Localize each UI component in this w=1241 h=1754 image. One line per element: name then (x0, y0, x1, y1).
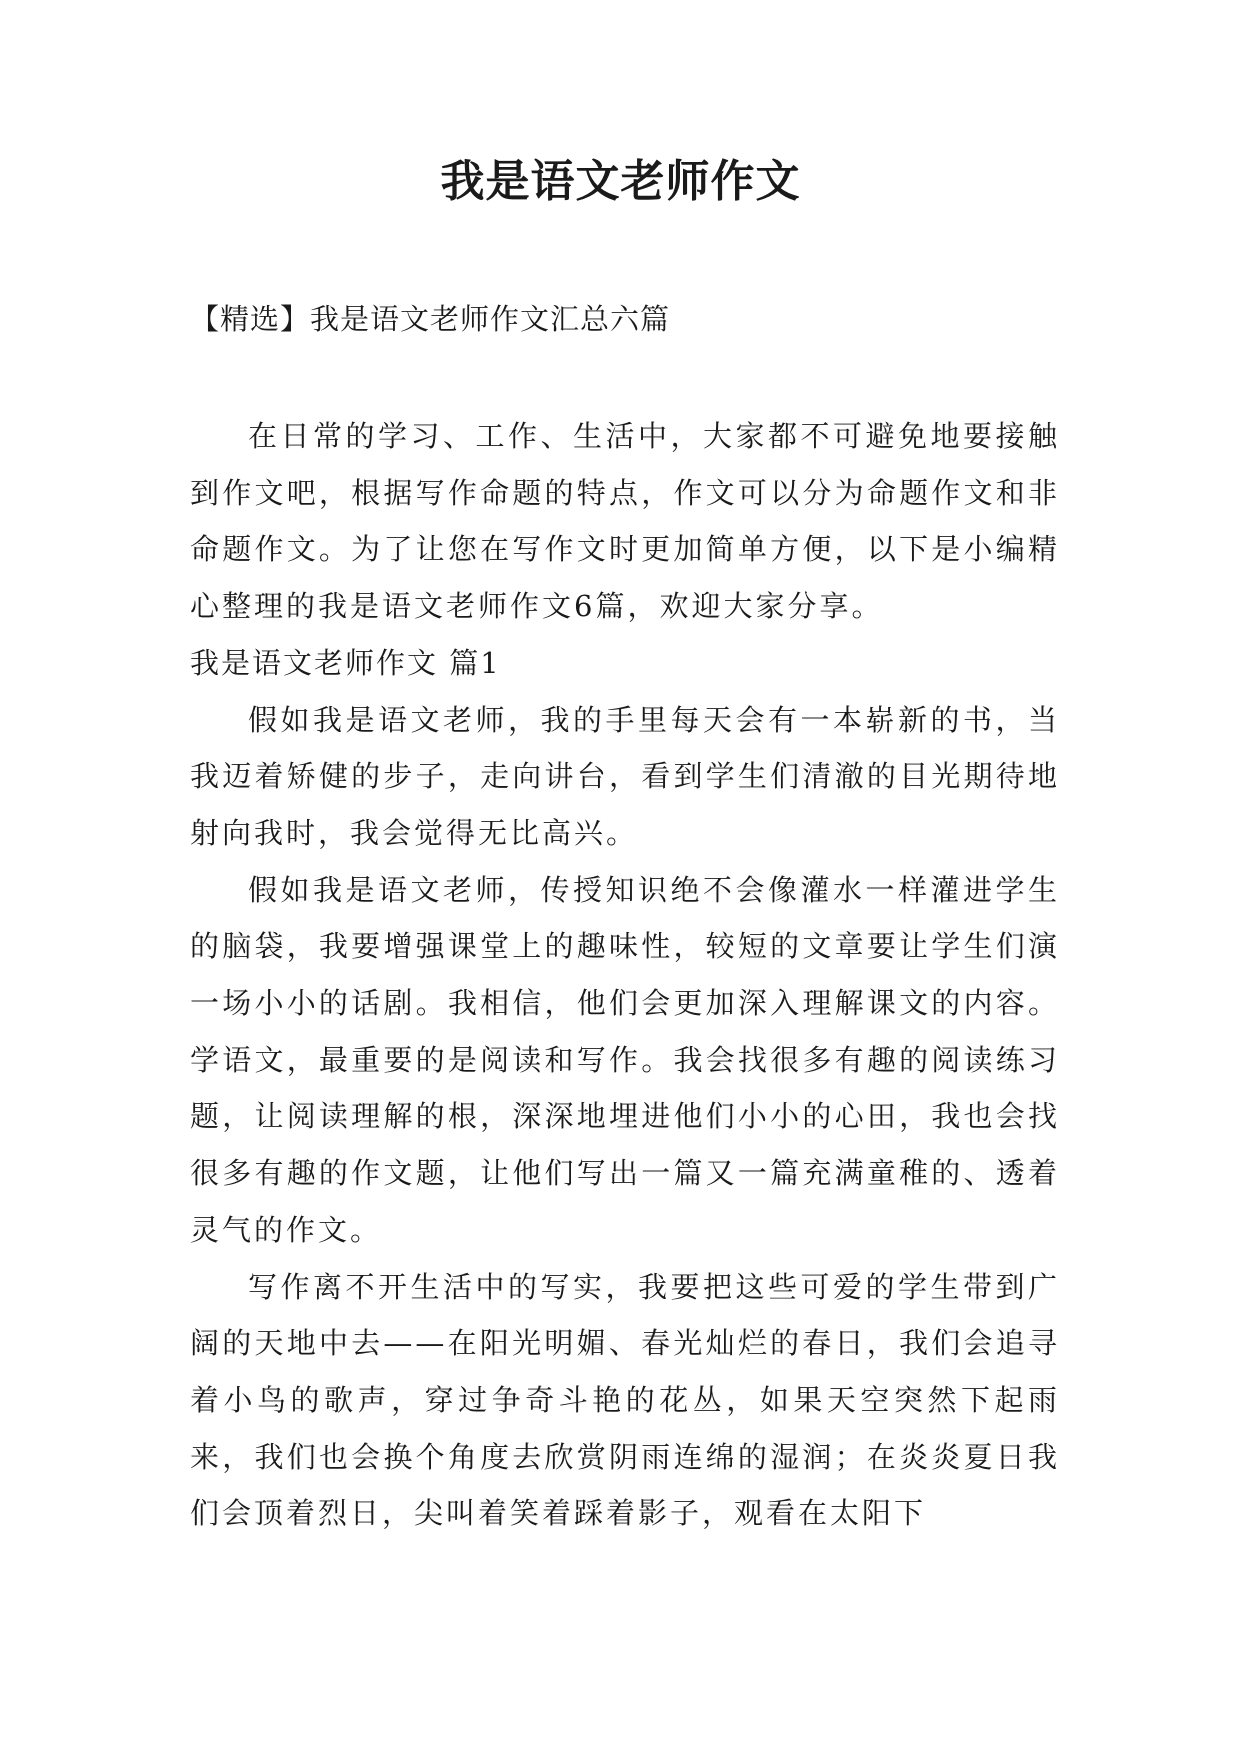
document-body (190, 408, 1060, 1542)
body-paragraph: 假如我是语文老师，我的手里每天会有一本崭新的书，当我迈着矫健的步子，走向讲台，看到学生们清澈的目光期待地射向我时，我会觉得无比高兴。 (190, 702, 1060, 850)
body-paragraph: 假如我是语文老师，传授知识绝不会像灌水一样灌进学生的脑袋，我要增强课堂上的趣味性，较短的文章要让学生们演一场小小的话剧。我相信，他们会更加深入理解课文的内容。学语文，最重要的是阅读和写作。我会找很多有趣的阅读练习题，让阅读理解的根，深深地埋进他们小小的心田，我也会找很多有趣的作文题，让他们写出一篇又一篇充满童稚的、透着灵气的作文。 (190, 872, 1060, 1247)
document-subtitle: 【精选】我是语文老师作文汇总六篇 (190, 302, 671, 336)
section-heading: 我是语文老师作文 篇1 (190, 645, 501, 680)
body-paragraph: 写作离不开生活中的写实，我要把这些可爱的学生带到广阔的天地中去——在阳光明媚、春光灿烂的春日，我们会追寻着小鸟的歌声，穿过争奇斗艳的花丛，如果天空突然下起雨来，我们也会换个角度去欣赏阴雨连绵的湿润；在炎炎夏日我们会顶着烈日，尖叫着笑着踩着影子，观看在太阳下 (190, 1269, 1060, 1531)
intro-paragraph: 在日常的学习、工作、生活中，大家都不可避免地要接触到作文吧，根据写作命题的特点，作文可以分为命题作文和非命题作文。为了让您在写作文时更加简单方便，以下是小编精心整理的我是语文老师作文6篇，欢迎大家分享。 (190, 419, 1060, 624)
document-title: 我是语文老师作文 (440, 156, 801, 207)
